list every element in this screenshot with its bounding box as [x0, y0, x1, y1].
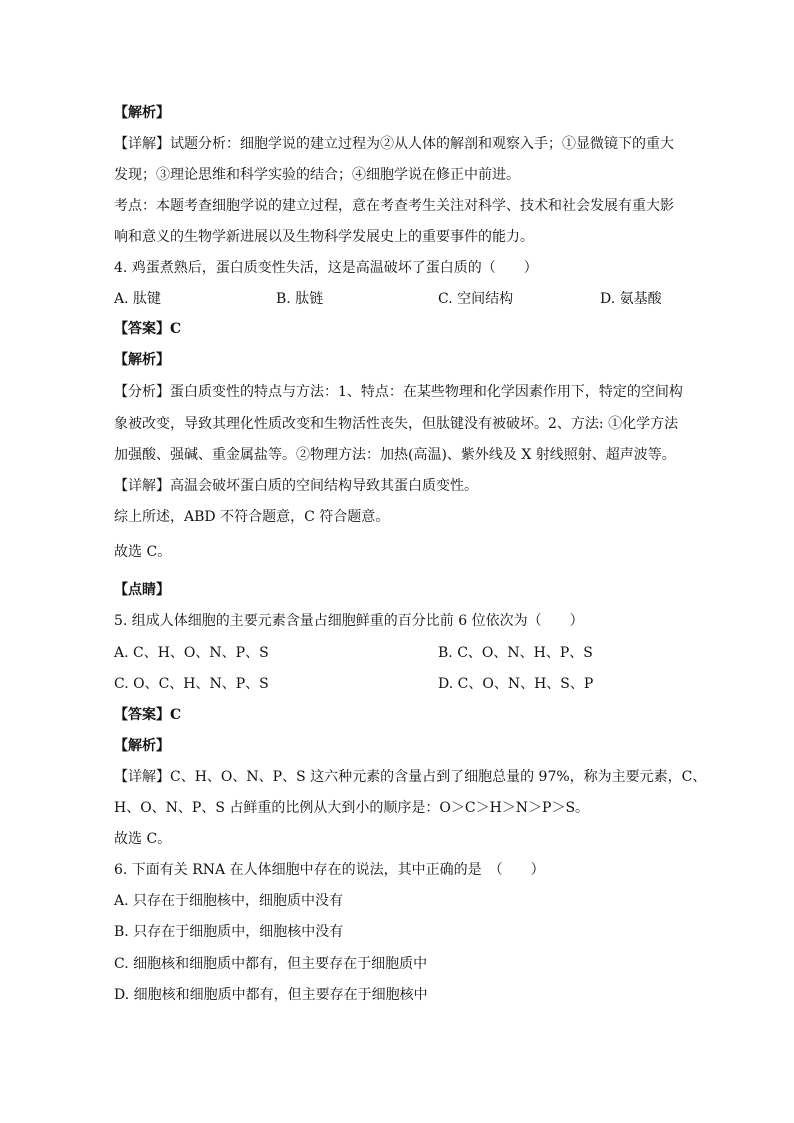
q4-fenxi-line: 【分析】蛋白质变性的特点与方法：1、特点：在某些物理和化学因素作用下，特定的空间构	[114, 384, 683, 400]
q4-analysis-heading: 【解析】	[114, 352, 170, 368]
kaodian-text-line: 响和意义的生物学新进展以及生物科学发展史上的重要事件的能力。	[114, 229, 534, 245]
question-5-stem: 5. 组成人体细胞的主要元素含量占细胞鲜重的百分比前 6 位依次为（ ）	[114, 613, 584, 629]
q4-option-b: B. 肽链	[276, 291, 324, 307]
q5-option-c: C. O、C、H、N、P、S	[114, 676, 269, 692]
q5-option-a: A. C、H、O、N、P、S	[114, 645, 269, 661]
q4-option-a: A. 肽键	[114, 291, 162, 307]
q4-choice: 故选 C。	[114, 544, 172, 560]
q5-detail-line: H、O、N、P、S 占鲜重的比例从大到小的顺序是：O＞C＞H＞N＞P＞S。	[114, 800, 590, 816]
q4-option-d: D. 氨基酸	[600, 291, 662, 307]
kaodian-text-line: 考点：本题考查细胞学说的建立过程，意在考查考生关注对科学、技术和社会发展有重大影	[114, 198, 674, 214]
analysis-heading: 【解析】	[114, 105, 170, 121]
q6-option-c: C. 细胞核和细胞质中都有，但主要存在于细胞质中	[114, 956, 428, 972]
q6-option-b: B. 只存在于细胞质中，细胞核中没有	[114, 924, 344, 940]
q6-option-d: D. 细胞核和细胞质中都有，但主要存在于细胞核中	[114, 987, 428, 1003]
q4-option-c: C. 空间结构	[438, 291, 514, 307]
q5-detail-line: 【详解】C、H、O、N、P、S 这六种元素的含量占到了细胞总量的 97%，称为主要元素，C、	[114, 769, 707, 785]
q4-summary: 综上所述，ABD 不符合题意，C 符合题意。	[114, 509, 390, 525]
q6-option-a: A. 只存在于细胞核中，细胞质中没有	[114, 893, 344, 909]
detail-text-line: 发现；③理论思维和科学实验的结合；④细胞学说在修正中前进。	[114, 167, 520, 183]
q5-analysis-heading: 【解析】	[114, 738, 170, 754]
detail-text-line: 【详解】试题分析：细胞学说的建立过程为②从人体的解剖和观察入手；①显微镜下的重大	[114, 136, 674, 152]
q4-dianjing-heading: 【点睛】	[114, 582, 170, 598]
q4-fenxi-line: 加强酸、强碱、重金属盐等。②物理方法：加热(高温)、紫外线及 X 射线照射、超声波等。	[114, 447, 676, 463]
q5-option-b: B. C、O、N、H、P、S	[438, 645, 593, 661]
q5-choice: 故选 C。	[114, 831, 172, 847]
q4-fenxi-line: 象被改变，导致其理化性质改变和生物活性丧失，但肽键没有被破坏。2、方法: ①化学方法	[114, 416, 679, 432]
question-4-stem: 4. 鸡蛋煮熟后，蛋白质变性失活，这是高温破坏了蛋白质的（ ）	[114, 260, 538, 276]
q5-answer: 【答案】C	[114, 707, 182, 723]
q5-option-d: D. C、O、N、H、S、P	[438, 676, 594, 692]
q4-answer: 【答案】C	[114, 321, 182, 337]
question-6-stem: 6. 下面有关 RNA 在人体细胞中存在的说法，其中正确的是 （ ）	[114, 862, 545, 878]
q4-detail: 【详解】高温会破坏蛋白质的空间结构导致其蛋白质变性。	[114, 478, 478, 494]
